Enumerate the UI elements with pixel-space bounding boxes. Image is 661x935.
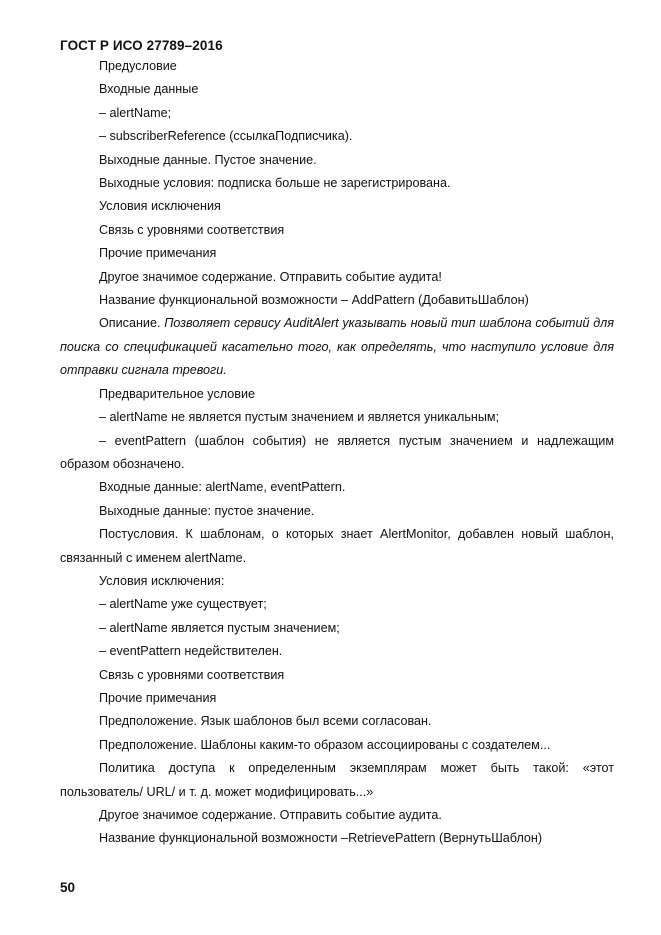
paragraph-postconditions: Постусловия. К шаблонам, о которых знает AlertMonitor, добавлен новый шаблон, связанный с именем alertName. [60,527,614,565]
page-number: 50 [60,880,76,895]
paragraph-other-content-2: Другое значимое содержание. Отправить событие аудита. [99,808,442,822]
paragraph-description [60,312,614,382]
list-item-eventpattern: – eventPattern (шаблон события) не является пустым значением и надлежащим образом обозначено. [60,433,614,471]
paragraph-access-policy: Политика доступа к определенным экземплярам может быть такой: «этот пользователь/ URL/ и т. д. может модифицировать...» [60,761,614,799]
paragraph-pre-condition: Предварительное условие [99,386,255,401]
list-item-alertname-unique: – alertName не является пустым значением и является уникальным; [99,410,500,425]
paragraph-other-content: Другое значимое содержание. Отправить событие аудита! [99,269,442,284]
paragraph-capability-retrievepattern: Название функциональной возможности –RetrievePattern (ВернутьШаблон) [99,831,543,846]
paragraph-conformance-levels: Связь с уровнями соответствия [99,222,285,237]
description-text: Позволяет сервису AuditAlert указывать новый тип шаблона событий для поиска со спецификацией касательно того, как определять, что наступило условие для отправки сигнала тревоги. [60,316,614,378]
paragraph-other-notes-2: Прочие примечания [99,690,217,705]
paragraph-precondition: Предусловие [99,59,177,73]
paragraph-capability-addpattern: Название функциональной возможности – AddPattern (ДобавитьШаблон) [99,293,529,308]
paragraph-exception-conditions-2: Условия исключения: [99,573,225,588]
paragraph-exception-conditions: Условия исключения [99,199,221,214]
paragraph-assumption-1: Предположение. Язык шаблонов был всеми согласован. [99,714,432,729]
list-item-alertname-empty: – alertName является пустым значением; [99,620,340,635]
paragraph-output-conditions: Выходные условия: подписка больше не зарегистрирована. [99,176,451,191]
paragraph-input-data-2: Входные данные: alertName, eventPattern. [99,480,346,495]
paragraph-input-data: Входные данные [99,82,199,97]
list-item-alertname: – alertName; [99,105,172,120]
list-item-eventpattern-invalid: – eventPattern недействителен. [99,644,283,659]
paragraph-conformance-levels-2: Связь с уровнями соответствия [99,667,285,682]
list-item-alertname-exists: – alertName уже существует; [99,597,267,612]
list-item-subscriber-reference: – subscriberReference (ссылкаПодписчика). [99,129,353,144]
document-header: ГОСТ Р ИСО 27789–2016 [60,38,223,53]
paragraph-assumption-2: Предположение. Шаблоны каким-то образом ассоциированы с создателем... [99,737,551,752]
description-label: Описание. [99,316,165,331]
document-body [60,55,614,851]
paragraph-output-data-2: Выходные данные: пустое значение. [99,503,315,518]
paragraph-other-notes: Прочие примечания [99,246,217,261]
paragraph-output-data: Выходные данные. Пустое значение. [99,152,317,167]
